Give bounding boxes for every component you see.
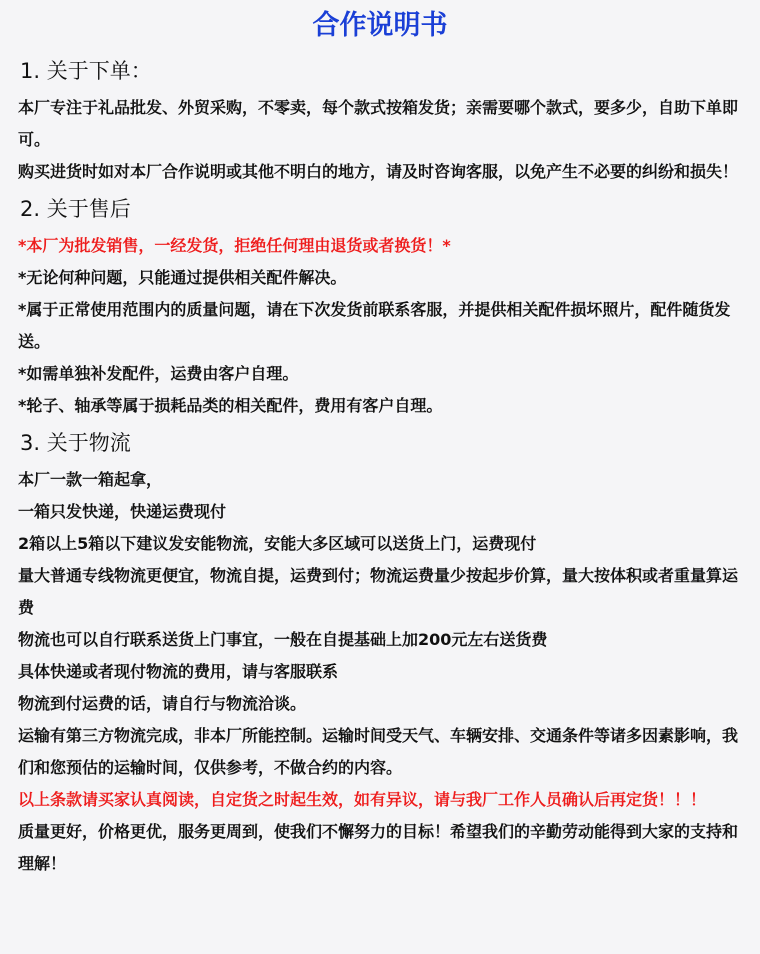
logistics-line-1: 本厂一款一箱起拿， — [18, 470, 163, 489]
logistics-line-3: 2箱以上5箱以下建议发安能物流，安能大多区域可以送货上门，运费现付 — [18, 534, 537, 553]
section-heading-after-sales: 2. 关于售后 — [20, 197, 131, 221]
terms-warning: 以上条款请买家认真阅读，自定货之时起生效，如有异议，请与我厂工作人员确认后再定货！！！ — [18, 790, 707, 809]
logistics-line-2: 一箱只发快递，快递运费现付 — [18, 502, 227, 521]
logistics-line-4: 量大普通专线物流更便宜，物流自提，运费到付；物流运费量少按起步价算，量大按体积或者重量算运费 — [18, 566, 739, 617]
logistics-line-6: 具体快递或者现付物流的费用，请与客服联系 — [18, 662, 339, 681]
ordering-paragraph-1: 本厂专注于礼品批发、外贸采购，不零卖，每个款式按箱发货；亲需要哪个款式，要多少，自助下单即可。 — [18, 98, 739, 149]
after-sales-warning: *本厂为批发销售，一经发货，拒绝任何理由退货或者换货！* — [18, 236, 451, 255]
logistics-line-7: 物流到付运费的话，请自行与物流洽谈。 — [18, 694, 307, 713]
logistics-line-8: 运输有第三方物流完成，非本厂所能控制。运输时间受天气、车辆安排、交通条件等诸多因素影响，我们和您预估的运输时间，仅供参考，不做合约的内容。 — [18, 726, 739, 777]
page-title: 合作说明书 — [312, 10, 448, 41]
closing-statement: 质量更好，价格更优，服务更周到，使我们不懈努力的目标！希望我们的辛勤劳动能得到大家的支持和理解！ — [18, 822, 739, 873]
logistics-line-5: 物流也可以自行联系送货上门事宜，一般在自提基础上加200元左右送货费 — [18, 630, 548, 649]
after-sales-item-4: *轮子、轴承等属于损耗品类的相关配件，费用有客户自理。 — [18, 396, 443, 415]
ordering-paragraph-2: 购买进货时如对本厂合作说明或其他不明白的地方，请及时咨询客服，以免产生不必要的纠纷和损失！ — [18, 162, 739, 181]
after-sales-item-1: *无论何种问题，只能通过提供相关配件解决。 — [18, 268, 347, 287]
after-sales-item-2: *属于正常使用范围内的质量问题，请在下次发货前联系客服，并提供相关配件损坏照片，配件随货发送。 — [18, 300, 731, 351]
after-sales-item-3: *如需单独补发配件，运费由客户自理。 — [18, 364, 299, 383]
section-heading-ordering: 1. 关于下单： — [20, 59, 152, 83]
section-heading-logistics: 3. 关于物流 — [20, 431, 131, 455]
